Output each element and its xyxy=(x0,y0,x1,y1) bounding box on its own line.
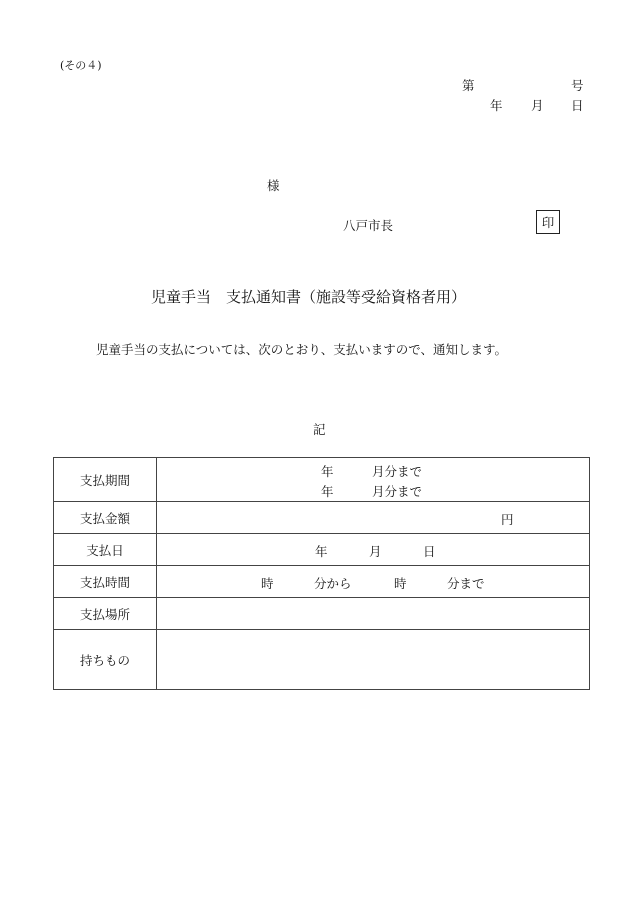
period-line1-year: 年 xyxy=(321,464,334,479)
pay-date-value xyxy=(157,534,590,566)
payment-table xyxy=(53,457,590,690)
items-label: 持ちもの xyxy=(54,630,157,690)
pay-date-year: 年 xyxy=(315,544,328,559)
doc-number-suffix: 号 xyxy=(571,78,584,93)
seal-stamp-box xyxy=(536,210,560,234)
table-row-period xyxy=(54,458,590,502)
pay-time-label: 支払時間 xyxy=(54,566,157,598)
amount-label: 支払金額 xyxy=(54,502,157,534)
body-text: 児童手当の支払については、次のとおり、支払いますので、通知します。 xyxy=(96,342,508,357)
pay-date-label: 支払日 xyxy=(54,534,157,566)
table-row-amount xyxy=(54,502,590,534)
date-day-label: 日 xyxy=(571,98,584,113)
note-mark: 記 xyxy=(313,422,326,437)
amount-unit: 円 xyxy=(501,512,514,527)
pay-date-day: 日 xyxy=(423,544,436,559)
date-year-label: 年 xyxy=(490,98,503,113)
table-row-date xyxy=(54,534,590,566)
period-line2-year: 年 xyxy=(321,484,334,499)
period-line1-month: 月分まで xyxy=(372,464,423,479)
pay-time-min1: 分から xyxy=(314,576,352,591)
pay-time-hour1: 時 xyxy=(261,576,274,591)
amount-value xyxy=(157,502,590,534)
period-label: 支払期間 xyxy=(54,458,157,502)
doc-number-prefix: 第 xyxy=(462,78,475,93)
pay-date-month: 月 xyxy=(369,544,382,559)
pay-time-value xyxy=(157,566,590,598)
form-number: (その４) xyxy=(60,59,102,72)
table-row-time xyxy=(54,566,590,598)
table-row-items xyxy=(54,630,590,690)
date-month-label: 月 xyxy=(531,98,544,113)
pay-time-min2: 分まで xyxy=(447,576,485,591)
period-line2-month: 月分まで xyxy=(372,484,423,499)
pay-place-label: 支払場所 xyxy=(54,598,157,630)
addressee-honorific: 様 xyxy=(267,178,280,193)
seal-label: 印 xyxy=(541,215,555,230)
document-title: 児童手当 支払通知書（施設等受給資格者用） xyxy=(151,288,467,306)
pay-place-value xyxy=(157,598,590,630)
table-row-place xyxy=(54,598,590,630)
sender-name: 八戸市長 xyxy=(343,218,394,233)
period-value xyxy=(157,458,590,502)
items-value xyxy=(157,630,590,690)
pay-time-hour2: 時 xyxy=(394,576,407,591)
